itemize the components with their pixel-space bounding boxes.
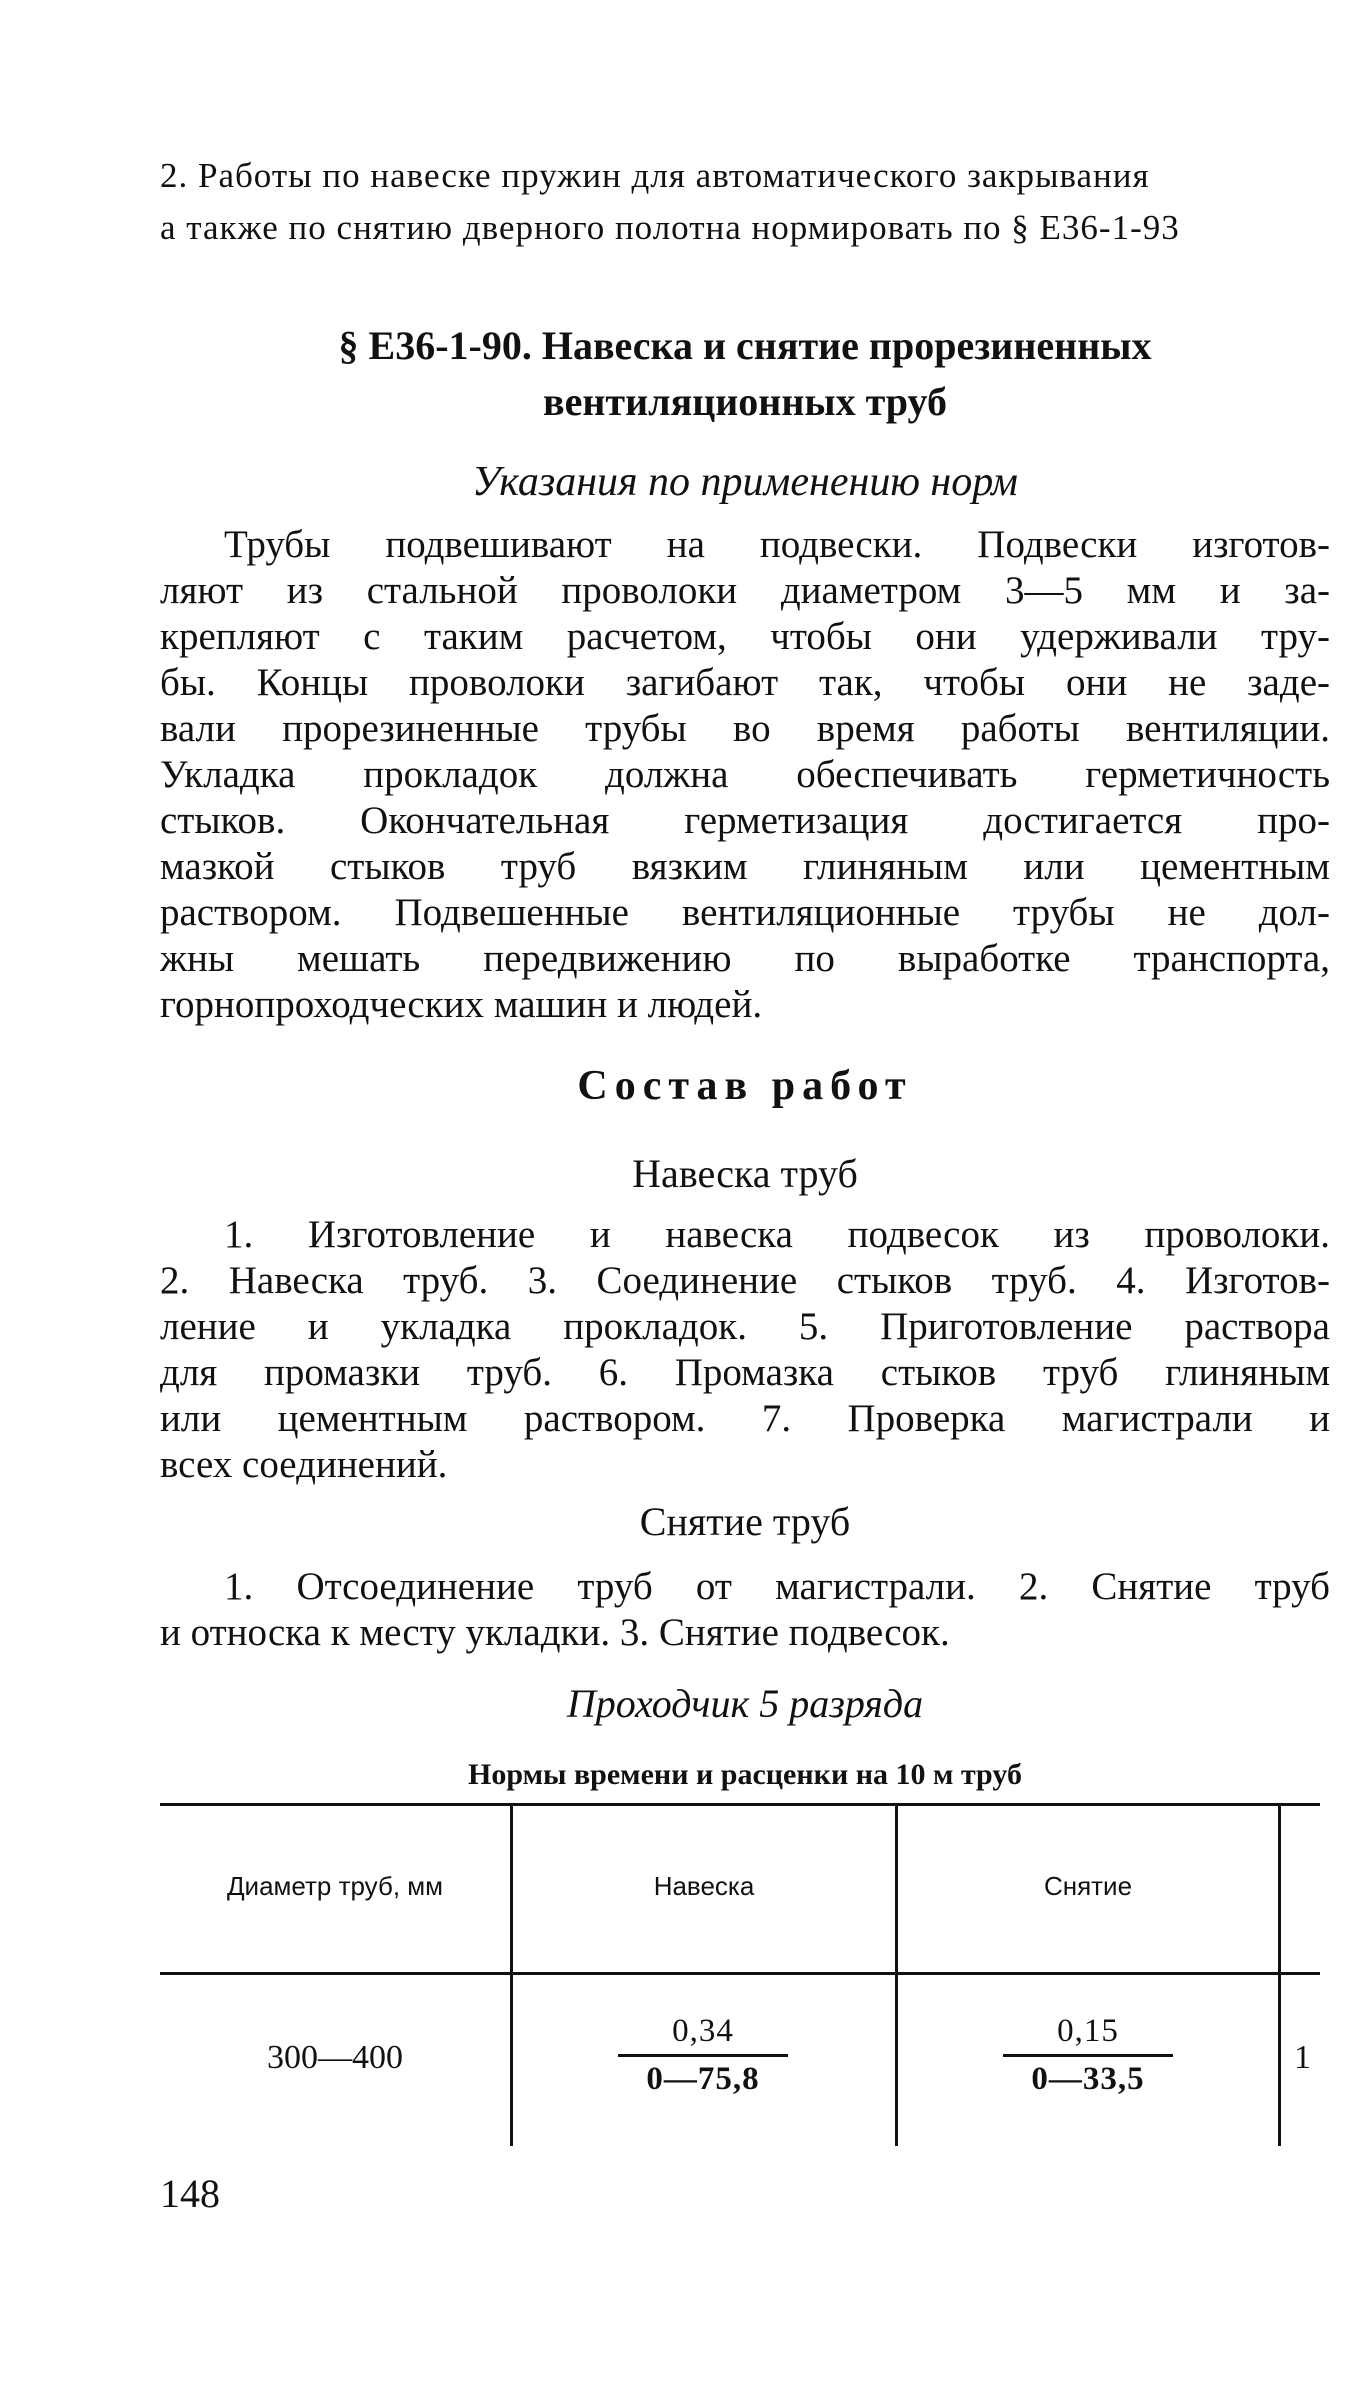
text-line: бы. Концы проволоки загибают так, чтобы они не заде- — [160, 661, 1330, 704]
text-line: ляют из стальной проволоки диаметром 3—5 мм и за- — [160, 569, 1330, 612]
removal-price: 0—33,5 — [1031, 2061, 1145, 2097]
column-divider — [895, 1806, 898, 2146]
text-line: раствором. Подвешенные вентиляционные трубы не дол- — [160, 891, 1330, 934]
section-title — [160, 318, 1330, 430]
text-line: Трубы подвешивают на подвески. Подвески изготов- — [224, 523, 1330, 566]
hanging-time-norm: 0,34 — [618, 2013, 788, 2057]
text-line: для промазки труб. 6. Промазка стыков труб глиняным — [160, 1351, 1330, 1394]
header-hanging: Навеска — [653, 1871, 755, 1901]
cell-removal — [1003, 2013, 1173, 2098]
text-line: ление и укладка прокладок. 5. Приготовление раствора — [160, 1305, 1330, 1348]
cell-hanging — [618, 2013, 788, 2098]
instructions-paragraph — [160, 522, 1330, 1028]
text-line: и относка к месту укладки. 3. Снятие подвесок. — [160, 1611, 950, 1654]
hanging-heading: Навеска труб — [632, 1151, 858, 1196]
section-title-line-1: § Е36-1-90. Навеска и снятие прорезиненных — [338, 323, 1152, 368]
cell-diameter: 300—400 — [267, 2039, 403, 2076]
note-paragraph — [160, 150, 1340, 254]
text-line: горнопроходческих машин и людей. — [160, 983, 763, 1026]
table-title: Нормы времени и расценки на 10 м труб — [468, 1758, 1022, 1791]
text-line: 1. Изготовление и навеска подвесок из проволоки. — [224, 1213, 1330, 1256]
removal-time-norm: 0,15 — [1003, 2013, 1173, 2057]
composition-heading: Состав работ — [577, 1063, 913, 1109]
instructions-heading: Указания по применению норм — [472, 459, 1018, 505]
text-line: 2. Навеска труб. 3. Соединение стыков труб. 4. Изготов- — [160, 1259, 1330, 1302]
note-line-1: 2. Работы по навеске пружин для автоматического закрывания — [160, 156, 1150, 195]
hanging-steps-paragraph — [160, 1212, 1330, 1488]
note-line-2: а также по снятию дверного полотна нормировать по § Е36-1-93 — [160, 208, 1180, 247]
text-line: мазкой стыков труб вязким глиняным или цементным — [160, 845, 1330, 888]
worker-grade: Проходчик 5 разряда — [566, 1681, 924, 1726]
text-line: вали прорезиненные трубы во время работы вентиляции. — [160, 707, 1330, 750]
header-diameter: Диаметр труб, мм — [226, 1871, 444, 1901]
header-removal: Снятие — [1043, 1871, 1133, 1901]
text-line: или цементным раствором. 7. Проверка магистрали и — [160, 1397, 1330, 1440]
page-number: 148 — [160, 2171, 220, 2216]
column-divider — [510, 1806, 513, 2146]
column-divider — [1278, 1806, 1281, 2146]
text-line: 1. Отсоединение труб от магистрали. 2. Снятие труб — [224, 1565, 1330, 1608]
section-title-line-2: вентиляционных труб — [543, 379, 947, 424]
row-number: 1 — [1294, 2039, 1311, 2076]
hanging-price: 0—75,8 — [646, 2061, 760, 2097]
removal-heading: Снятие труб — [639, 1499, 851, 1544]
text-line: жны мешать передвижению по выработке транспорта, — [160, 937, 1330, 980]
table-top-rule — [160, 1803, 1320, 1806]
text-line: крепляют с таким расчетом, чтобы они удерживали тру- — [160, 615, 1330, 658]
removal-steps-paragraph — [160, 1564, 1330, 1656]
norms-table — [160, 1803, 1320, 2148]
text-line: Укладка прокладок должна обеспечивать герметичность — [160, 753, 1330, 796]
text-line: всех соединений. — [160, 1443, 448, 1486]
text-line: стыков. Окончательная герметизация достигается про- — [160, 799, 1330, 842]
table-header-rule — [160, 1972, 1320, 1975]
